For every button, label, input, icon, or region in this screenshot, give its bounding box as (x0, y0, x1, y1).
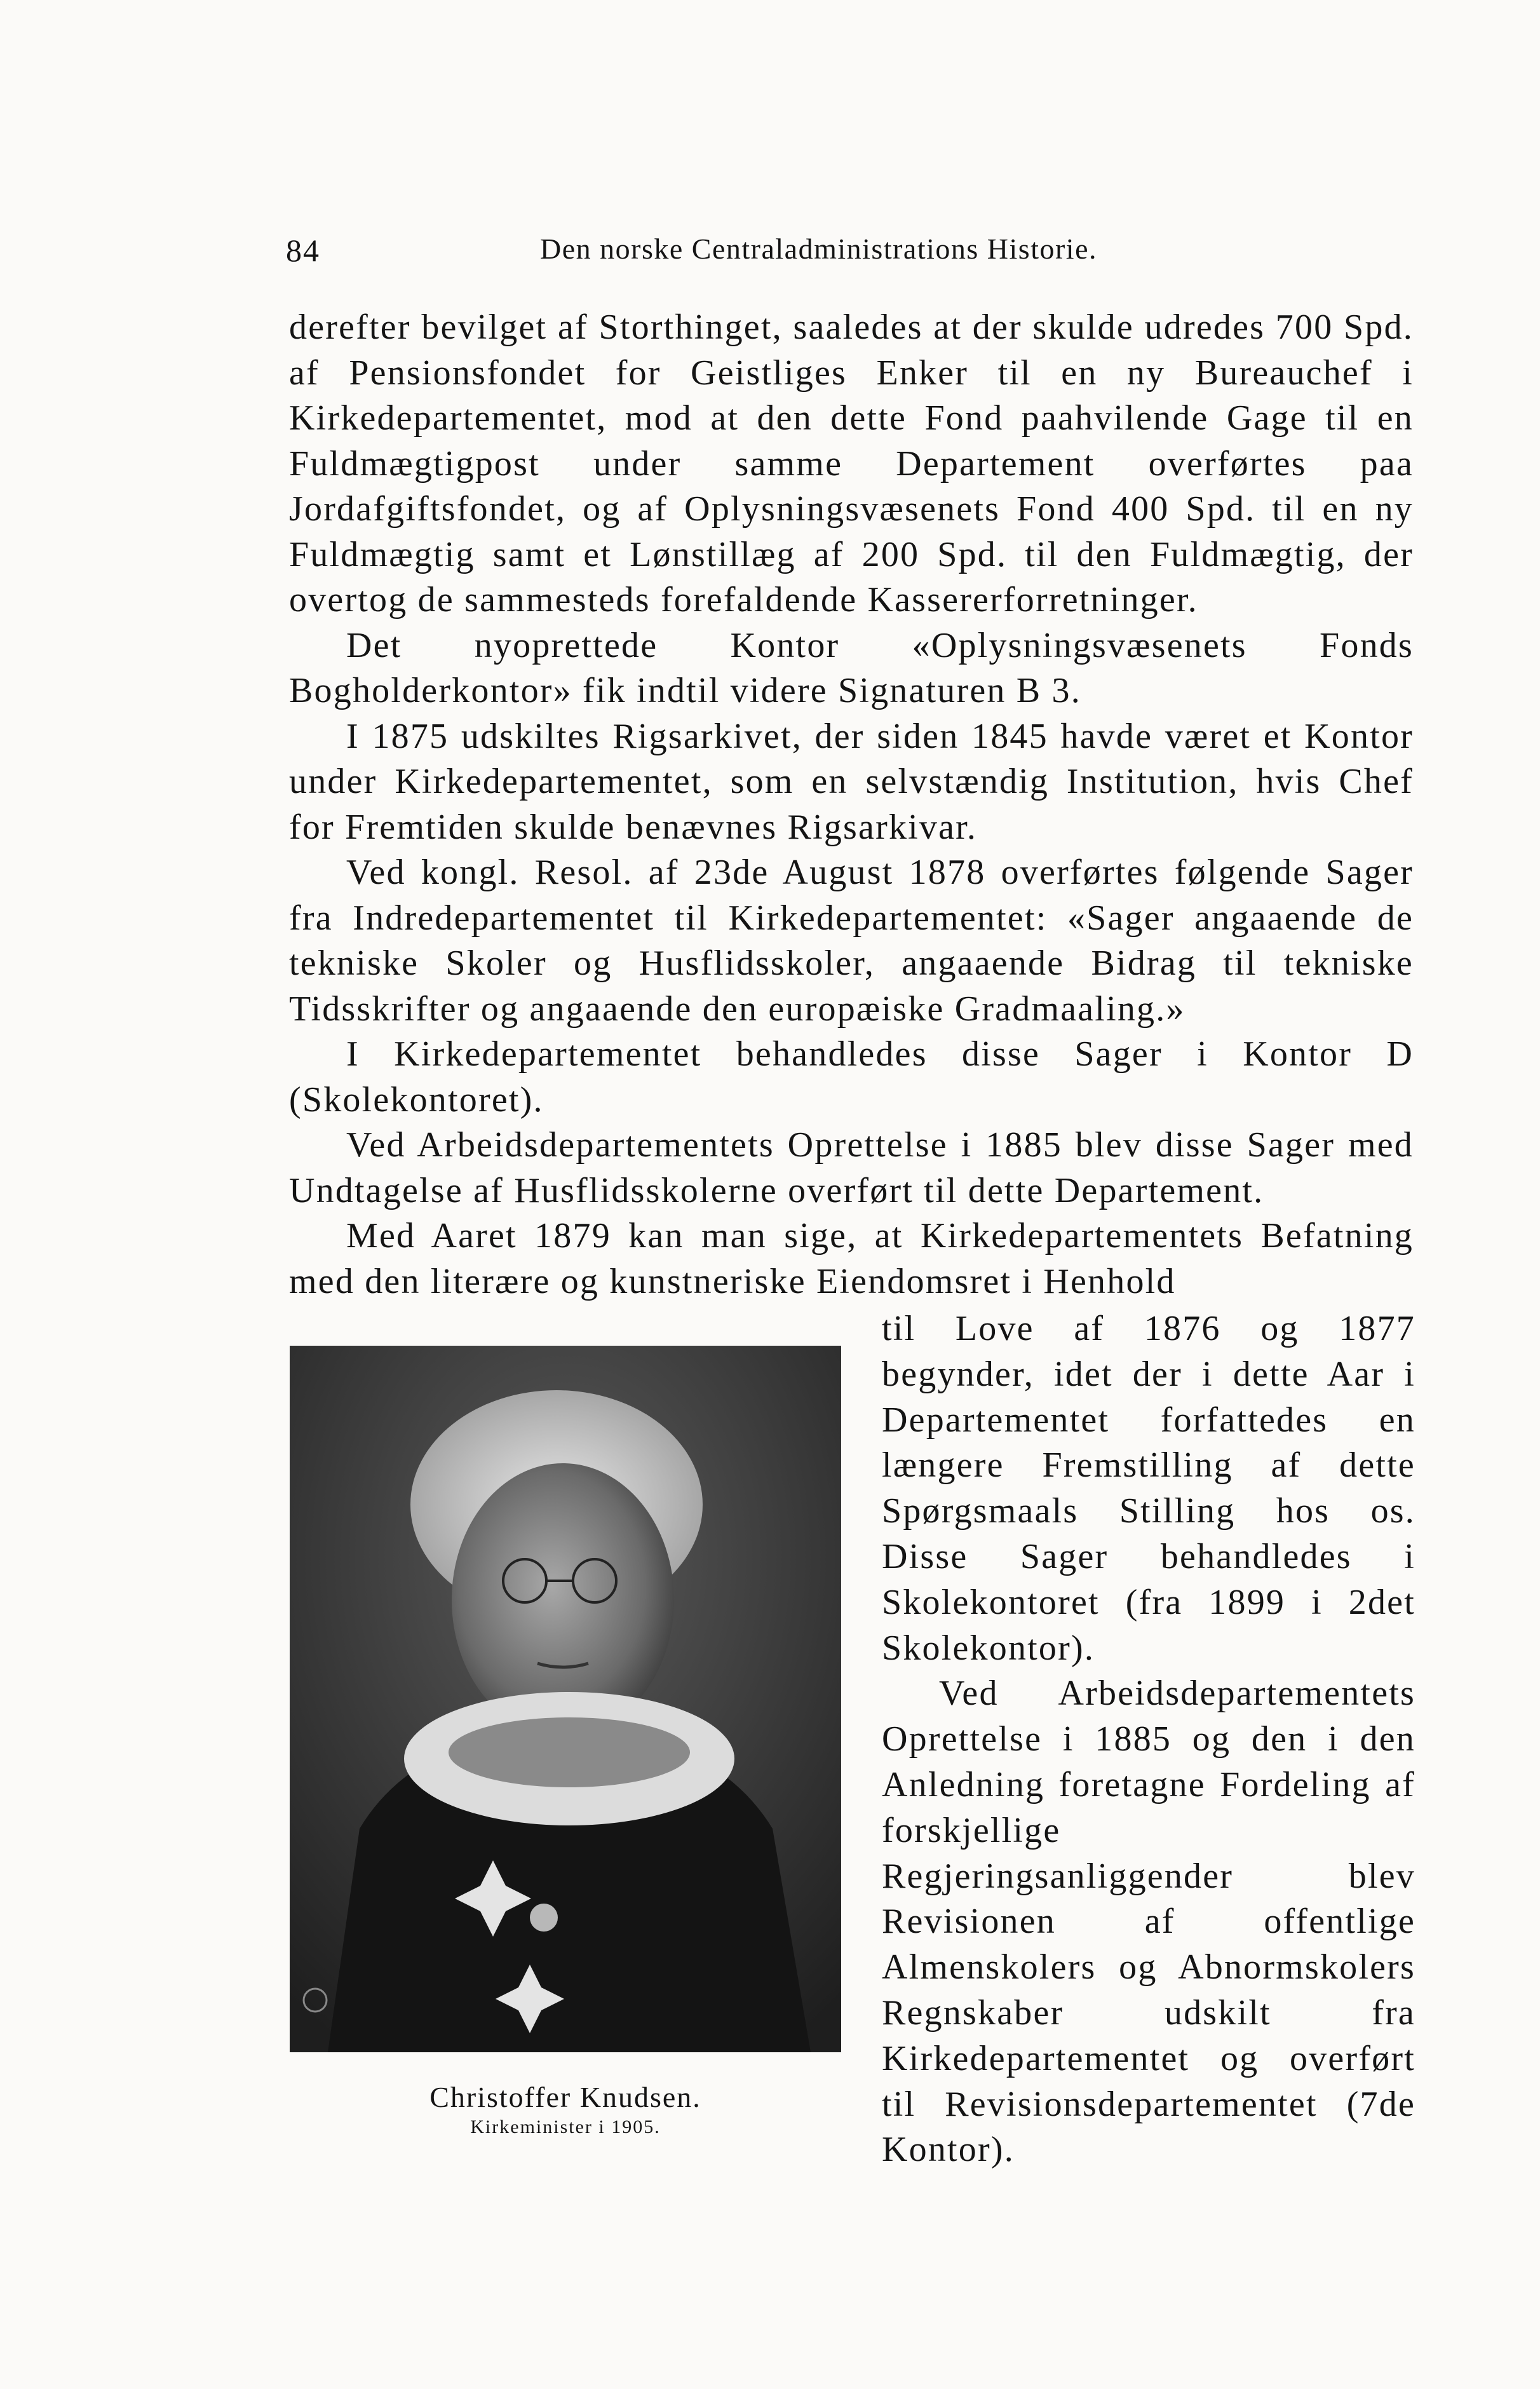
caption-role: Kirkeminister i 1905. (470, 2116, 661, 2137)
side-column-text (882, 1306, 1415, 2173)
portrait-figure (290, 1346, 841, 2138)
page-number: 84 (286, 233, 320, 268)
paragraph: Ved Arbeidsdepartementets Oprettelse i 1885 og den i den Anledning foretagne Fordeling af forskjellige Regjeringsanliggender blev Revisionen af offentlige Almenskolers og Abnormskolers Regnskaber udskilt fra Kirkedepartementet og overført til Revisionsdepartementet (7de Kontor). (882, 1674, 1415, 2170)
paragraph: Med Aaret 1879 kan man sige, at Kirkedepartementets Befatning med den literære og kunstneriske Eiendomsret i Henhold (289, 1216, 1414, 1301)
paragraph: til Love af 1876 og 1877 begynder, idet der i dette Aar i Departementet forfattedes en længere Fremstilling af dette Spørgsmaals Stilling hos os. Disse Sager behandledes i Skolekontoret (fra 1899 i 2det Skolekontor). (882, 1309, 1415, 1668)
paragraph: derefter bevilget af Storthinget, saaledes at der skulde udredes 700 Spd. af Pensionsfondet for Geistliges Enker til en ny Bureauchef i Kirkedepartementet, mod at den dette Fond paahvilende Gage til en Fuldmægtigpost under samme Departement overførtes paa Jordafgiftsfondet, og af Oplysningsvæsenets Fond 400 Spd. til en ny Fuldmægtig samt et Lønstillæg af 200 Spd. til den Fuldmægtig, der overtog de sammesteds forefaldende Kassererforretninger. (289, 308, 1414, 619)
running-title: Den norske Centraladministrations Historie. (540, 233, 1098, 265)
portrait-photo (290, 1346, 841, 2052)
paragraph: I Kirkedepartementet behandledes disse Sager i Kontor D (Skolekontoret). (289, 1034, 1414, 1120)
paragraph: I 1875 udskiltes Rigsarkivet, der siden 1845 havde været et Kontor under Kirkedepartementet, som en selvstændig Institution, hvis Chef for Fremtiden skulde benævnes Rigsarkivar. (289, 716, 1414, 847)
portrait-illustration (290, 1346, 841, 2052)
body-text (289, 305, 1414, 1304)
paragraph: Det nyoprettede Kontor «Oplysningsvæsenets Fonds Bogholderkontor» fik indtil videre Signaturen B 3. (289, 625, 1414, 710)
page-header (286, 232, 1150, 276)
caption-name: Christoffer Knudsen. (429, 2081, 701, 2113)
paragraph: Ved Arbeidsdepartementets Oprettelse i 1885 blev disse Sager med Undtagelse af Husflidsskolerne overført til dette Departement. (289, 1125, 1414, 1210)
paragraph: Ved kongl. Resol. af 23de August 1878 overførtes følgende Sager fra Indredepartementet til Kirkedepartementet: «Sager angaaende de tekniske Skoler og Husflidsskoler, angaaende Bidrag til tekniske Tidsskrifter og angaaende den europæiske Gradmaaling.» (289, 853, 1414, 1029)
